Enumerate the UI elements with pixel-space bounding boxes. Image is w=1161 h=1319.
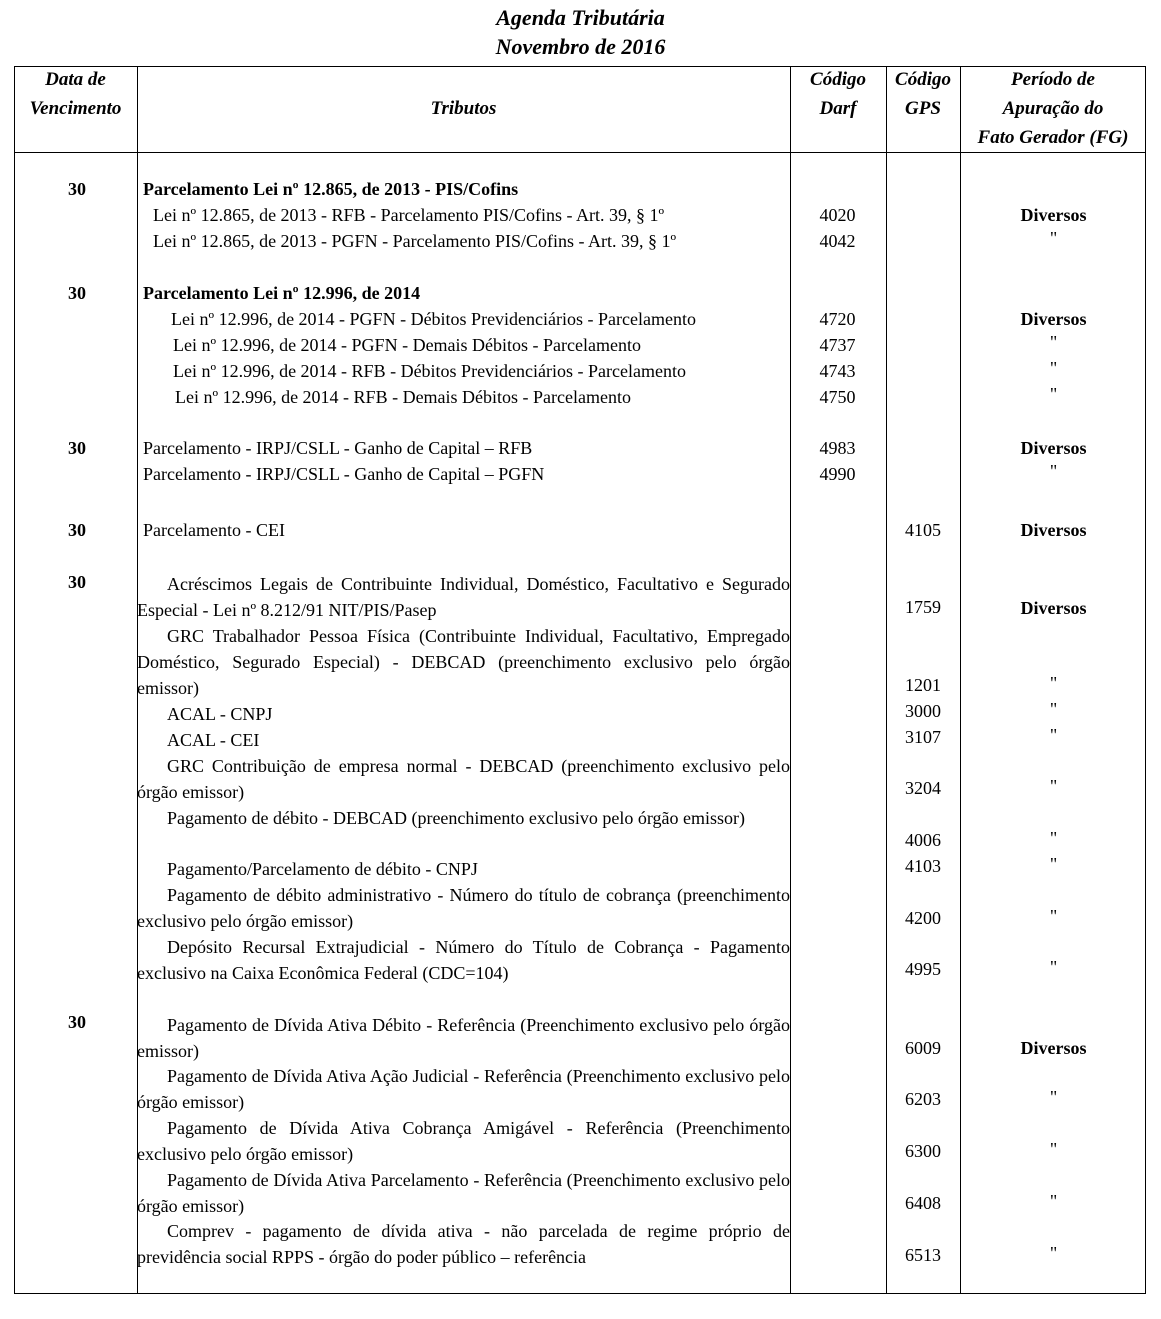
tributo-text: Pagamento de Dívida Ativa Cobrança Amigável - Referência (Preenchimento exclusivo pelo órgão emissor) <box>137 1118 790 1164</box>
ditto-mark: " <box>1049 228 1058 248</box>
due-date: 30 <box>68 438 86 458</box>
tributo-text: Pagamento/Parcelamento de débito - CNPJ <box>167 859 478 879</box>
ditto-mark: " <box>1049 1243 1058 1263</box>
tributo-text: Pagamento de débito - DEBCAD (preenchimento exclusivo pelo órgão emissor) <box>167 808 746 828</box>
column-divider <box>790 66 791 1294</box>
tributo-text: Lei nº 12.996, de 2014 - PGFN - Débitos Previdenciários - Parcelamento <box>171 309 696 329</box>
ditto-mark: " <box>1049 957 1058 977</box>
tributo-text: Lei nº 12.865, de 2013 - PGFN - Parcelamento PIS/Cofins - Art. 39, § 1º <box>153 231 677 251</box>
ditto-mark: " <box>1049 699 1058 719</box>
ditto-mark: " <box>1049 776 1058 796</box>
codigo-darf: 4743 <box>819 361 856 381</box>
codigo-gps: 4105 <box>905 520 941 540</box>
ditto-mark: " <box>1049 384 1058 404</box>
tributo-text: Parcelamento - IRPJ/CSLL - Ganho de Capital – PGFN <box>143 464 545 484</box>
codigo-gps: 4006 <box>905 830 941 850</box>
tributo-text: GRC Contribuição de empresa normal - DEBCAD (preenchimento exclusivo pelo órgão emissor) <box>137 756 790 802</box>
codigo-darf: 4020 <box>819 205 856 225</box>
tributo-text: ACAL - CNPJ <box>167 704 273 724</box>
due-date: 30 <box>68 1012 86 1032</box>
codigo-gps: 1759 <box>905 597 941 617</box>
tributo-text: Lei nº 12.865, de 2013 - RFB - Parcelamento PIS/Cofins - Art. 39, § 1º <box>153 205 665 225</box>
ditto-mark: " <box>1049 332 1058 352</box>
codigo-gps: 6408 <box>905 1193 941 1213</box>
codigo-gps: 3204 <box>905 778 941 798</box>
tributo-text: ACAL - CEI <box>167 730 260 750</box>
codigo-gps: 3000 <box>905 701 941 721</box>
codigo-darf: 4990 <box>819 464 856 484</box>
header-codigo-darf: Código Darf <box>810 69 866 119</box>
ditto-mark: " <box>1049 1087 1058 1107</box>
group-title: Parcelamento Lei nº 12.996, de 2014 <box>143 283 421 303</box>
ditto-mark: " <box>1049 828 1058 848</box>
document-title: Agenda Tributária <box>496 5 665 30</box>
header-periodo: Período de Apuração do Fato Gerador (FG) <box>977 69 1129 148</box>
periodo-value: Diversos <box>1020 438 1087 458</box>
tributo-text: Pagamento de Dívida Ativa Parcelamento - Referência (Preenchimento exclusivo pelo órgão emissor) <box>137 1170 790 1216</box>
codigo-gps: 4995 <box>905 959 941 979</box>
codigo-gps: 6513 <box>905 1245 941 1265</box>
codigo-gps: 3107 <box>905 727 941 747</box>
tributo-text: GRC Trabalhador Pessoa Física (Contribuinte Individual, Facultativo, Empregado Doméstico, Segurado Especial) - DEBCAD (preenchimento exclusivo pelo órgão emissor) <box>137 626 790 698</box>
due-date: 30 <box>68 572 86 592</box>
due-date: 30 <box>68 179 86 199</box>
tributo-text: Lei nº 12.996, de 2014 - RFB - Débitos Previdenciários - Parcelamento <box>173 361 686 381</box>
header-tributos: Tributos <box>430 98 497 119</box>
tributo-text: Lei nº 12.996, de 2014 - RFB - Demais Débitos - Parcelamento <box>175 387 631 407</box>
tributo-text: Pagamento de Dívida Ativa Débito - Referência (Preenchimento exclusivo pelo órgão emissor) <box>137 1015 790 1061</box>
document-subtitle: Novembro de 2016 <box>495 34 666 59</box>
periodo-value: Diversos <box>1020 205 1087 225</box>
tributo-text: Pagamento de Dívida Ativa Ação Judicial - Referência (Preenchimento exclusivo pelo órgão emissor) <box>137 1066 790 1112</box>
ditto-mark: " <box>1049 673 1058 693</box>
group-title: Parcelamento Lei nº 12.865, de 2013 - PIS/Cofins <box>143 179 519 199</box>
codigo-darf: 4750 <box>819 387 856 407</box>
tributo-text: Acréscimos Legais de Contribuinte Individual, Doméstico, Facultativo e Segurado Especial - Lei nº 8.212/91 NIT/PIS/Pasep <box>137 574 790 620</box>
tributo-text: Lei nº 12.996, de 2014 - PGFN - Demais Débitos - Parcelamento <box>173 335 641 355</box>
codigo-gps: 4103 <box>905 856 941 876</box>
due-date: 30 <box>68 520 86 540</box>
tributo-text: Depósito Recursal Extrajudicial - Número do Título de Cobrança - Pagamento exclusivo na Caixa Econômica Federal (CDC=104) <box>137 937 790 983</box>
tributo-text: Parcelamento - CEI <box>143 520 285 540</box>
codigo-gps: 4200 <box>905 908 941 928</box>
due-date: 30 <box>68 283 86 303</box>
ditto-mark: " <box>1049 854 1058 874</box>
periodo-value: Diversos <box>1020 520 1087 540</box>
column-divider <box>886 66 887 1294</box>
periodo-value: Diversos <box>1020 1038 1087 1058</box>
ditto-mark: " <box>1049 1139 1058 1159</box>
header-divider <box>14 152 1146 153</box>
codigo-gps: 6300 <box>905 1141 941 1161</box>
ditto-mark: " <box>1049 1191 1058 1211</box>
codigo-darf: 4720 <box>819 309 856 329</box>
codigo-darf: 4042 <box>819 231 856 251</box>
codigo-darf: 4983 <box>819 438 856 458</box>
codigo-gps: 6203 <box>905 1089 941 1109</box>
tributo-text: Comprev - pagamento de dívida ativa - não parcelada de regime próprio de previdência social RPPS - órgão do poder público – referência <box>137 1221 790 1267</box>
tributo-text: Parcelamento - IRPJ/CSLL - Ganho de Capital – RFB <box>143 438 533 458</box>
ditto-mark: " <box>1049 461 1058 481</box>
codigo-gps: 1201 <box>905 675 941 695</box>
ditto-mark: " <box>1049 358 1058 378</box>
header-codigo-gps: Código GPS <box>895 69 951 119</box>
periodo-value: Diversos <box>1020 598 1087 618</box>
ditto-mark: " <box>1049 725 1058 745</box>
ditto-mark: " <box>1049 906 1058 926</box>
tributo-text: Pagamento de débito administrativo - Número do título de cobrança (preenchimento exclusivo pelo órgão emissor) <box>137 885 790 931</box>
codigo-darf: 4737 <box>819 335 856 355</box>
codigo-gps: 6009 <box>905 1038 941 1058</box>
header-data-vencimento: Data de Vencimento <box>29 69 122 119</box>
periodo-value: Diversos <box>1020 309 1087 329</box>
column-divider <box>960 66 961 1294</box>
